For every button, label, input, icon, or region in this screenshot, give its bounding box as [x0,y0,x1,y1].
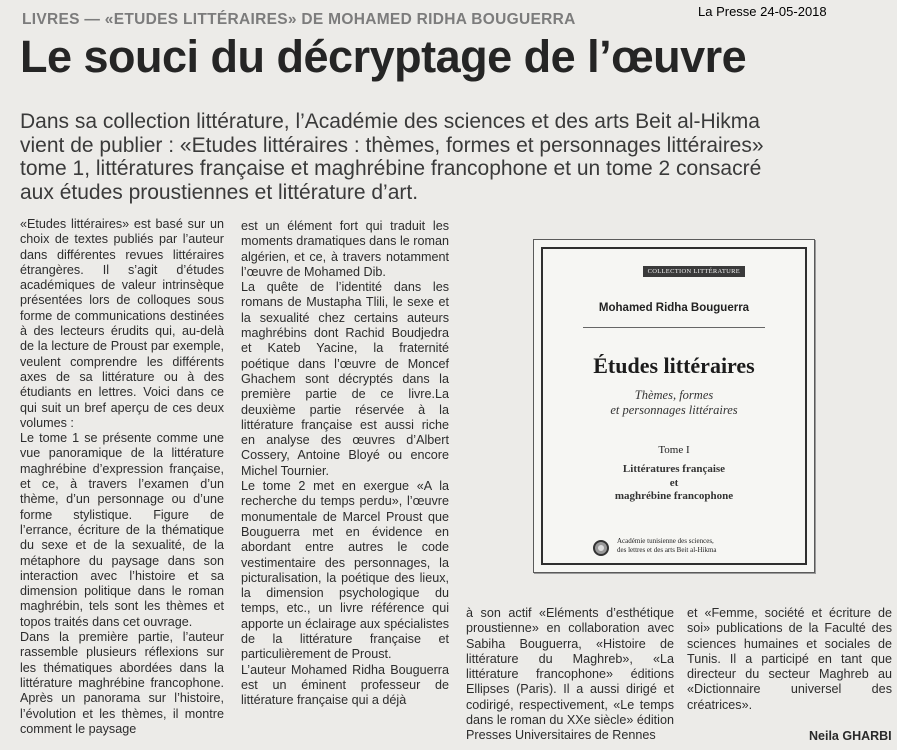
lead-line: vient de publier : «Etudes littéraires : thèmes, formes et personnages littéraires» [20,133,764,157]
cover-subtitle-line: et personnages littéraires [610,403,738,417]
book-cover-frame [541,247,807,565]
article-column-4 [687,606,892,713]
cover-series-tag: COLLECTION LITTÉRATURE [643,266,745,277]
cover-publisher-line: Académie tunisienne des sciences, [617,537,714,545]
paragraph: Le tome 2 met en exergue «A la recherche du temps perdu», l’œuvre monumentale de Marcel Proust que Bouguerra met en évidence en abordant entre autres le code vestimentaire des personnages, la picturalisation, la poétique des lieux, la dimension psychologique du temps, etc., un livre référence qui apporte un éclairage aux spécialistes de la littérature française et particulièrement de Proust. [241,479,449,662]
academy-seal-icon [593,540,609,556]
paragraph: La quête de l’identité dans les romans de Mustapha Tlili, le sexe et la sexualité chez certains auteurs maghrébins dont Rachid Boudjedra et Kateb Yacine, la fraternité poétique dans l’œuvre de Moncef Ghachem sont décryptés dans la première partie de ce livre.La deuxième partie réservée à la littérature française est aussi riche en analyse des œuvres d’Albert Cossery, Antoine Bloyé ou encore Michel Tournier. [241,280,449,478]
paragraph: «Etudes littéraires» est basé sur un choix de textes publiés par l’auteur dans différentes revues littéraires étrangères. Il s’agit d’études académiques de valeur intrinsèque présentées lors de colloques sous forme de communications destinées à des lecteurs érudits qui, au-delà de la lecture de Proust par exemple, veulent comprendre les différents axes de sa littérature ou à des étudiants en lettres. Voici dans ce qui suit un bref aperçu de ces deux volumes : [20,217,224,430]
headline: Le souci du décryptage de l’œuvre [20,31,747,82]
lead-line: aux études proustiennes et littérature d’art. [20,180,419,204]
cover-publisher [617,537,717,555]
cover-subtitle [543,388,805,418]
lead-line: tome 1, littératures française et maghrébine francophone et un tome 2 consacré [20,157,762,180]
paragraph: Le tome 1 se présente comme une vue panoramique de la littérature maghrébine d’expression française, et ce, à travers l’examen d’un thème, d’un personnage ou d’une forme stylistique. Figure de l’errance, écriture de la thématique du sexe et de la sexualité, de la métaphore du paysage dans son interaction avec l’histoire et sa dimension politique dans le roman maghrébin, tels sont les thèmes et topos traités dans cet ouvrage. [20,431,224,629]
paragraph: et «Femme, société et écriture de soi» publications de la Faculté des sciences humaines et sociales de Tunis. Il a participé en tant que directeur du secteur Maghreb au «Dictionnaire universel des créatrices». [687,606,892,712]
article-column-1 [20,217,224,737]
cover-tome: Tome I [658,444,690,456]
byline: Neila GHARBI [809,729,892,743]
kicker: LIVRES — «ETUDES LITTÉRAIRES» DE MOHAMED RIDHA BOUGUERRA [22,11,576,28]
paragraph: Dans la première partie, l’auteur rassemble plusieurs réflexions sur les thématiques abordées dans la littérature maghrébine francophone. Après un panorama sur l’histoire, l’évolution et les thèmes, il montre comment le paysage [20,630,224,736]
cover-subtitle-line: Thèmes, formes [634,388,714,402]
article-column-3 [466,606,674,744]
cover-title: Études littéraires [593,353,755,378]
paragraph: à son actif «Eléments d’esthétique proustienne» en collaboration avec Sabiha Bouguerra, «Histoire de littérature du Maghreb», «La littérature francophone» éditions Ellipses (Paris). Il a aussi dirigé et codirigé, respectivement, «Le temps dans le roman du XXe siècle» édition Presses Universitaires de Rennes [466,606,674,743]
lead-paragraph [20,110,890,204]
paragraph: est un élément fort qui traduit les moments dramatiques dans le roman algérien, et ce, à travers notamment l’œuvre de Mohamed Dib. [241,219,449,279]
article-column-2 [241,219,449,709]
cover-description-line: Littératures française [622,463,726,475]
cover-divider [583,327,765,328]
cover-author: Mohamed Ridha Bouguerra [598,302,750,314]
paragraph: L’auteur Mohamed Ridha Bouguerra est un éminent professeur de littérature française qui a déjà [241,662,449,708]
cover-publisher-line: des lettres et des arts Beit al-Hikma [617,546,717,554]
source-date: La Presse 24-05-2018 [698,4,827,19]
cover-description-line: maghrébine francophone [614,490,734,502]
lead-line: Dans sa collection littérature, l’Académie des sciences et des arts Beit al-Hikma [20,110,760,133]
book-cover-image [533,239,815,573]
cover-description [543,463,805,504]
cover-description-line: et [669,476,679,489]
